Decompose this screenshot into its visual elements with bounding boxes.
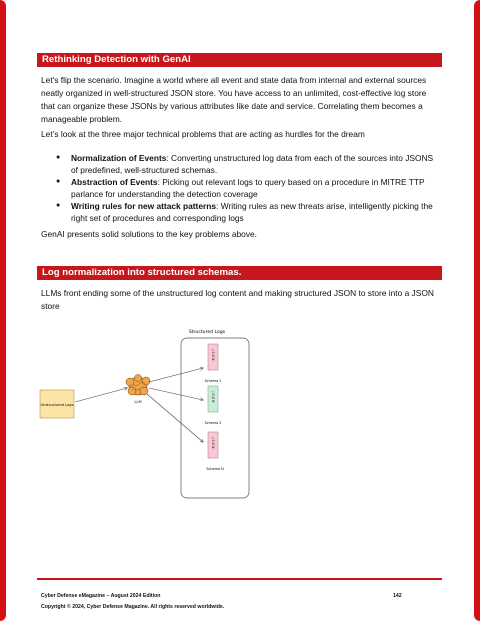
llm-brain-icon bbox=[126, 375, 150, 396]
schema-1-json-text: J S O N bbox=[211, 349, 215, 361]
footer-copyright: Copyright © 2024, Cyber Defense Magazine. All rights reserved worldwide. bbox=[41, 604, 225, 610]
schema-1-label: Schema 1 bbox=[204, 379, 222, 383]
schema-n-label: Schema N bbox=[206, 467, 224, 471]
right-page-edge bbox=[474, 0, 480, 621]
list-item: ● Normalization of Events: Converting unstructured log data from each of the sources into JSONS of predefined, well-structured schemas. bbox=[55, 152, 440, 176]
left-page-edge bbox=[0, 0, 6, 621]
list-item: ● Writing rules for new attack patterns: Writing rules as new threats arise, intelligently picking the right set of procedures and corresponding logs bbox=[55, 200, 440, 224]
schema-2-label: Schema 2 bbox=[204, 421, 222, 425]
normalization-paragraph: LLMs front ending some of the unstructured log content and making structured JSON to store into a JSON store bbox=[41, 288, 434, 311]
list-item: ● Abstraction of Events: Picking out relevant logs to query based on a procedure in MITRE TTP parlance for understanding the detection coverage bbox=[55, 176, 440, 200]
llm-label: LLM bbox=[134, 400, 142, 404]
unstructured-logs-label: Unstructured Logs bbox=[40, 403, 74, 407]
intro-paragraph: Let's flip the scenario. Imagine a world where all event and state data from internal and external sources neatly organized in well-structured JSON store. You have access to an unlimited, cost-effective log store that can organize these JSONs by various attributes like date and service. Correlating them becomes a manageable problem. bbox=[41, 75, 427, 124]
structured-logs-title: Structured Logs bbox=[188, 330, 226, 335]
schema-n-json-text: J S O N bbox=[211, 437, 215, 449]
problems-list bbox=[55, 152, 440, 224]
footer-edition: Cyber Defense eMagazine – August 2024 Edition bbox=[41, 593, 161, 599]
footer-divider bbox=[37, 578, 442, 580]
log-normalization-diagram bbox=[37, 324, 267, 500]
problems-lead-paragraph: Let’s look at the three major technical problems that are acting as hurdles for the dream bbox=[41, 129, 365, 139]
arrow-unstructured-to-llm bbox=[75, 388, 127, 402]
section-heading-rethinking-detection: Rethinking Detection with GenAI bbox=[37, 53, 442, 67]
section-heading-log-normalization: Log normalization into structured schemas. bbox=[37, 266, 442, 280]
schema-2-json-text: J S O N bbox=[211, 391, 215, 403]
page-number: 142 bbox=[393, 593, 402, 599]
closing-paragraph: GenAI presents solid solutions to the key problems above. bbox=[41, 229, 258, 239]
